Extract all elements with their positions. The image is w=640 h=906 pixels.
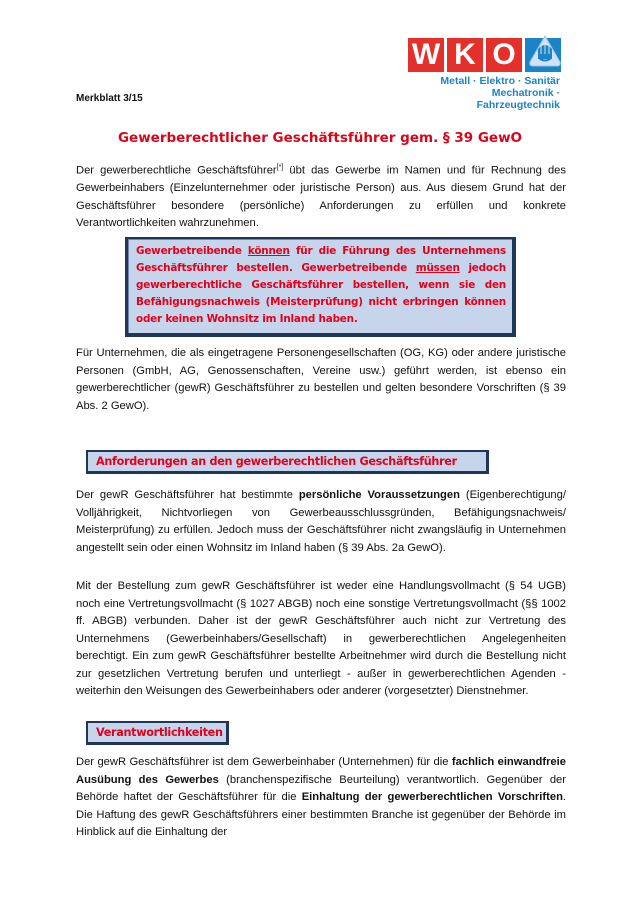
intro-text-1: Der gewerberechtliche Geschäftsführer (76, 164, 277, 177)
req-text-a: Der gewR Geschäftsführer hat bestimmte (76, 489, 299, 501)
companies-paragraph: Für Unternehmen, die als eingetragene Personengesellschaften (OG, KG) oder andere juristische Personen (GmbH, AG, Genossenschaften, Vereine usw.) geführt werden, ist ebenso ein gewerberechtlicher (gewR) Geschäftsführer zu bestellen und gelten besondere Vorschriften (§ 39 Abs. 2 GewO). (76, 347, 566, 412)
req-bold-voraussetzungen: persönliche Voraussetzungen (298, 489, 460, 501)
note-text-1: Gewerbetreibende (136, 245, 248, 257)
req-text-c: (Eigenberechtigung/ Volljährigkeit, Nichtvorliegen von Gewerbeausschlussgründen, Befähigungsnachweis/ Meisterprüfung) zu erfüllen. Jedoch muss der Geschäftsführer nicht zwangsläufig in Unternehmen angestellt sein oder einen Wohnsitz im Inland haben (§ 39 Abs. 2a GewO). (76, 489, 566, 554)
requirements-paragraph-2: Mit der Bestellung zum gewR Geschäftsführer ist weder eine Handlungsvollmacht (§ 54 UGB) noch eine Vertretungsvollmacht (§ 1027 ABGB) noch eine sonstige Vertretungsvollmacht (§§ 1002 ff. ABGB) verbunden. Daher ist der gewR Geschäftsführer auch nicht zur Vertretung des Unternehmens (Gewerbeinhabers/Gesellschaft) in gewerberechtlichen Angelegenheiten berechtigt. Ein zum gewR Geschäftsführer bestellte Arbeitnehmer wird durch die Bestellung nicht zur gesetzlichen Vertretung berufen und unterliegt - außer in gewerberechtlichen Agenden - weiterhin den Weisungen des Gewerbeinhabers oder anderer (vorgesetzter) Dienstnehmer. (76, 580, 566, 697)
logo-letter-o: O (486, 38, 522, 72)
footnote-marker[interactable]: [*] (276, 164, 284, 171)
resp-bold-einhaltung: Einhaltung der gewerberechtlichen Vorschriften (301, 791, 563, 803)
logo-tagline-2: Mechatronik · Fahrzeugtechnik (476, 87, 560, 111)
resp-text-c: (branchenspezifische Beurteilung) verantwortlich. Gegenüber der Behörde haftet der Geschäftsführer für die (76, 773, 566, 803)
note-box (125, 237, 516, 337)
requirements-paragraph-1 (76, 487, 566, 557)
resp-bold-ausuebung: fachlich einwandfreie Ausübung des Gewerbes (76, 756, 566, 786)
responsibilities-paragraph (76, 754, 566, 842)
hand-triangle-icon (525, 38, 561, 72)
section-heading-requirements: Anforderungen an den gewerberechtlichen Geschäftsführer (86, 450, 489, 474)
intro-paragraph (76, 159, 566, 233)
note-text-3: jedoch gewerberechtliche Geschäftsführer bestellen, wenn sie den Befähigungsnachweis (Meisterprüfung) nicht erbringen können oder keinen Wohnsitz im Inland haben. (136, 262, 506, 325)
section-heading-responsibilities: Verantwortlichkeiten (86, 721, 229, 745)
intro-text-2: übt das Gewerbe im Namen und für Rechnung des Gewerbeinhabers (Einzelunternehmer oder juristische Person) aus. Aus diesem Grund hat der Geschäftsführer besondere (persönliche) Anforderungen zu erfüllen und konkrete Verantwortlichkeiten wahrzunehmen. (76, 164, 566, 230)
note-text-2: für die Führung des Unternehmens Geschäftsführer bestellen. Gewerbetreibende (136, 245, 506, 274)
note-emphasis-muessen: müssen (415, 262, 460, 274)
resp-text-a: Der gewR Geschäftsführer ist dem Gewerbeinhaber (Unternehmen) für die (76, 756, 452, 768)
wko-logo (408, 38, 568, 111)
document-title: Gewerberechtlicher Geschäftsführer gem. § 39 GewO (117, 130, 523, 146)
logo-letter-w: W (408, 38, 444, 72)
resp-text-e: . Die Haftung des gewR Geschäftsführers einer bestimmten Branche ist gegenüber der Behörde im Hinblick auf die Einhaltung der (76, 791, 567, 838)
logo-letter-k: K (447, 38, 483, 72)
merkblatt-label: Merkblatt 3/15 (76, 93, 143, 104)
logo-tagline-1: Metall · Elektro · Sanitär (440, 75, 560, 87)
note-emphasis-koennen: können (247, 245, 290, 257)
